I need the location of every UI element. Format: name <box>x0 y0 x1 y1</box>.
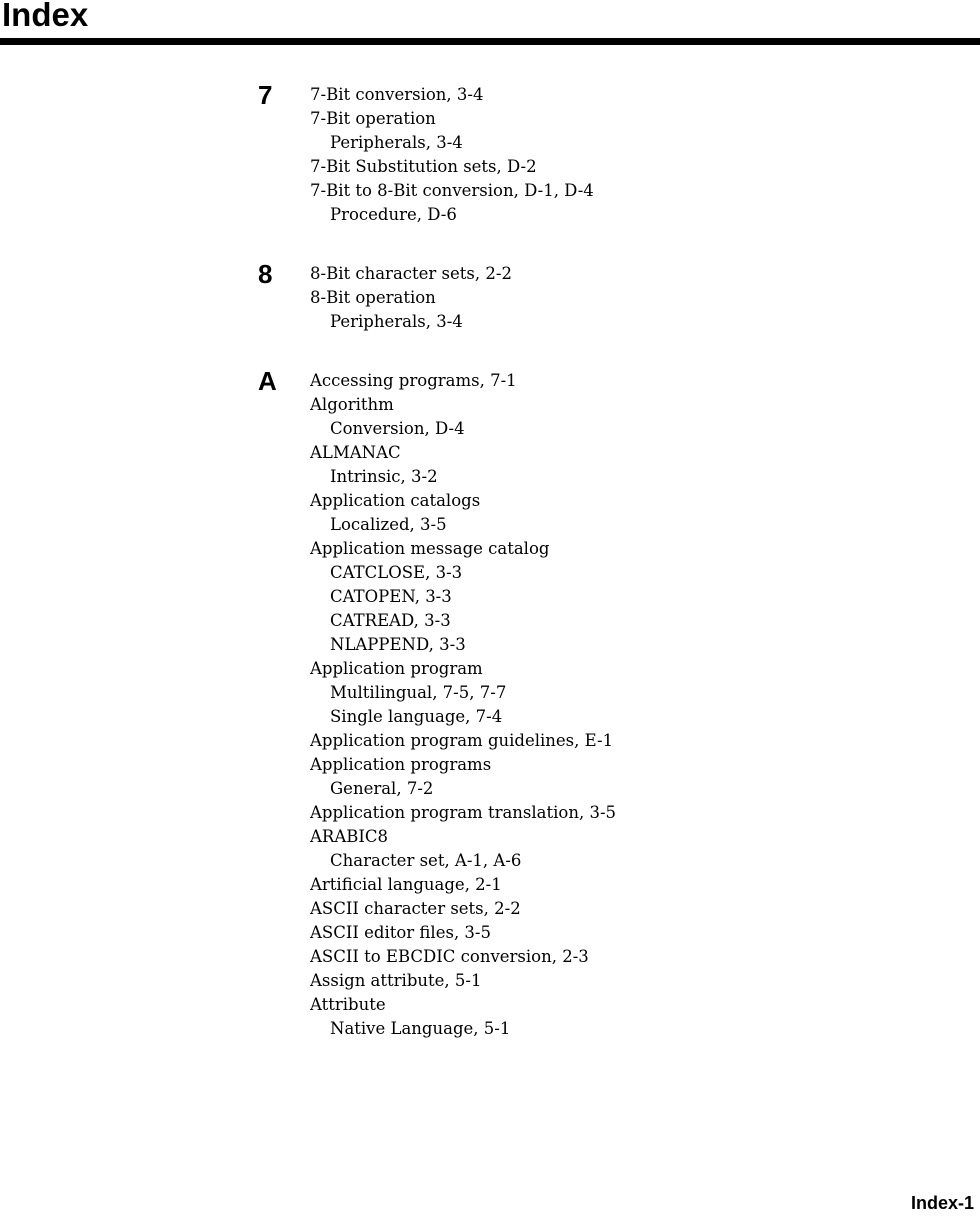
index-entry: Algorithm <box>310 395 394 414</box>
section-letter: A <box>258 366 277 396</box>
index-section-A <box>258 366 958 1041</box>
index-content <box>258 80 958 1076</box>
index-entry: Application program guidelines, E-1 <box>310 731 614 750</box>
index-entry: 7-Bit Substitution sets, D-2 <box>310 157 537 176</box>
index-entry: Attribute <box>310 995 386 1014</box>
index-section-8 <box>258 259 958 334</box>
index-entry: ASCII character sets, 2-2 <box>310 899 521 918</box>
page-number: Index-1 <box>910 1193 974 1213</box>
index-entry: 8-Bit operation <box>310 288 436 307</box>
index-subentry: Native Language, 5-1 <box>330 1019 511 1038</box>
index-subentry: Procedure, D-6 <box>330 205 457 224</box>
index-subentry: Peripherals, 3-4 <box>330 312 463 331</box>
index-entry: Artificial language, 2-1 <box>310 875 502 894</box>
index-entry: 7-Bit to 8-Bit conversion, D-1, D-4 <box>310 181 594 200</box>
index-section-7 <box>258 80 958 227</box>
index-subentry: Localized, 3-5 <box>330 515 447 534</box>
index-subentry: Single language, 7-4 <box>330 707 503 726</box>
index-subentry: Peripherals, 3-4 <box>330 133 463 152</box>
entry-list <box>310 262 512 334</box>
index-entry: Application programs <box>310 755 492 774</box>
index-subentry: Conversion, D-4 <box>330 419 465 438</box>
index-entry: ALMANAC <box>310 443 401 462</box>
index-entry: Assign attribute, 5-1 <box>310 971 482 990</box>
index-entry: 8-Bit character sets, 2-2 <box>310 264 512 283</box>
title-rule <box>0 38 980 45</box>
index-subentry: CATCLOSE, 3-3 <box>330 563 463 582</box>
entry-list <box>310 369 616 1041</box>
index-entry: Application program translation, 3-5 <box>310 803 617 822</box>
index-entry: 7-Bit conversion, 3-4 <box>310 85 484 104</box>
index-subentry: CATREAD, 3-3 <box>330 611 451 630</box>
index-subentry: Intrinsic, 3-2 <box>330 467 438 486</box>
entry-list <box>310 83 594 227</box>
index-entry: Application catalogs <box>310 491 481 510</box>
index-entry: Accessing programs, 7-1 <box>310 371 517 390</box>
index-entry: ASCII to EBCDIC conversion, 2-3 <box>310 947 589 966</box>
index-entry: Application message catalog <box>310 539 550 558</box>
index-entry: Application program <box>310 659 483 678</box>
section-letter: 7 <box>258 80 273 110</box>
index-subentry: Multilingual, 7-5, 7-7 <box>330 683 507 702</box>
index-subentry: Character set, A-1, A-6 <box>330 851 522 870</box>
section-letter: 8 <box>258 259 273 289</box>
index-subentry: General, 7-2 <box>330 779 434 798</box>
index-entry: ASCII editor files, 3-5 <box>310 923 492 942</box>
index-entry: 7-Bit operation <box>310 109 436 128</box>
page-title: Index <box>2 0 89 33</box>
index-entry: ARABIC8 <box>310 827 389 846</box>
index-subentry: NLAPPEND, 3-3 <box>330 635 466 654</box>
index-subentry: CATOPEN, 3-3 <box>330 587 452 606</box>
